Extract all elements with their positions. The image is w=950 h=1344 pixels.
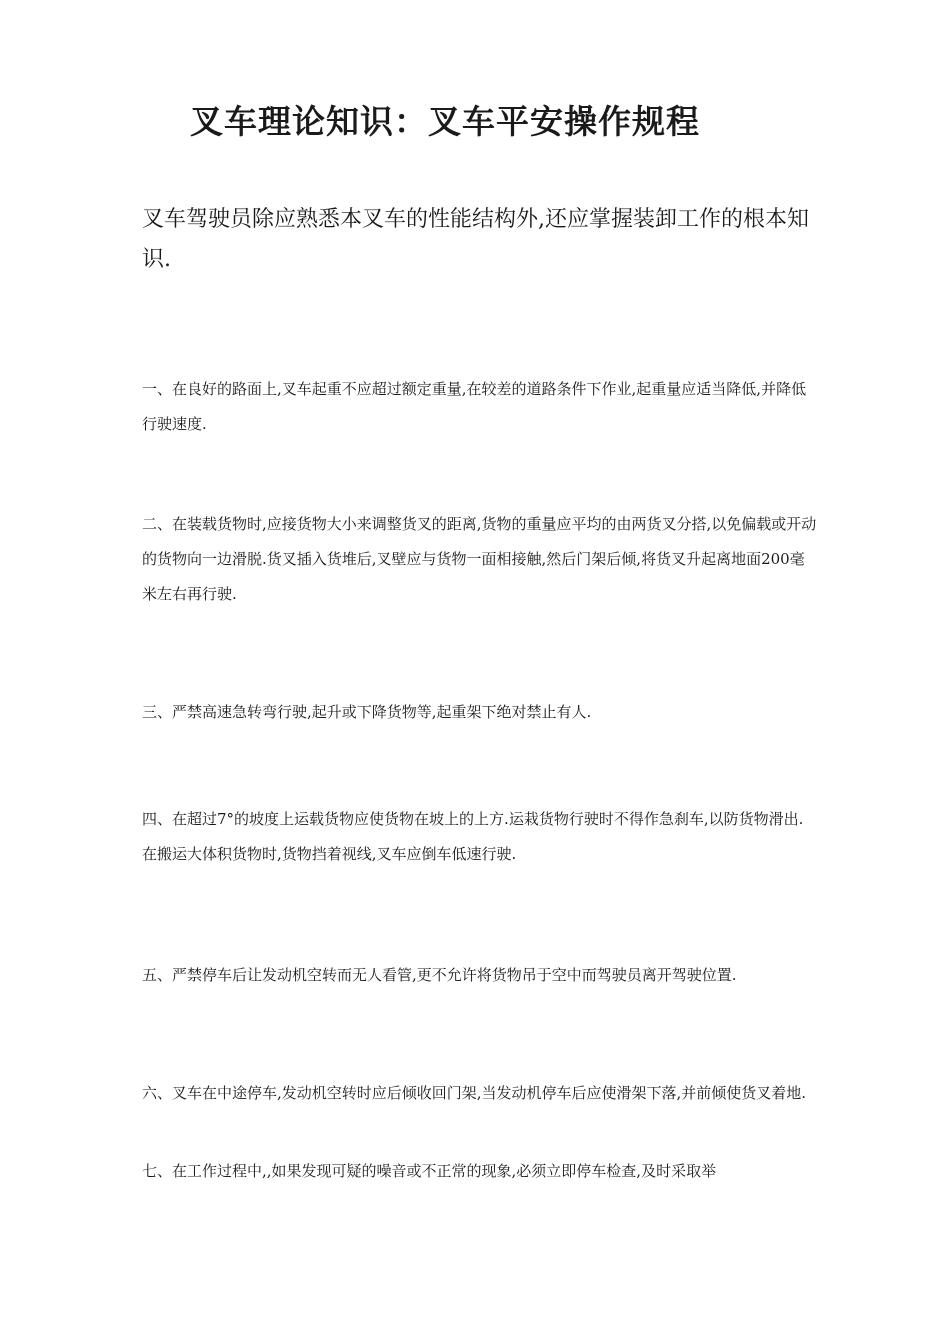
rule-paragraph-7: 七、在工作过程中,,如果发现可疑的噪音或不正常的现象,必须立即停车检查,及时采取举 — [142, 1162, 717, 1180]
rule-paragraph-3: 三、严禁高速急转弯行驶,起升或下降货物等,起重架下绝对禁止有人. — [142, 703, 592, 721]
document-title: 叉车理论知识：叉车平安操作规程 — [190, 102, 700, 141]
rule-paragraph-1: 一、在良好的路面上,叉车起重不应超过额定重量,在较差的道路条件下作业,起重量应适当降低,并降低行驶速度. — [142, 380, 807, 433]
rule-paragraph-5: 五、严禁停车后让发动机空转而无人看管,更不允许将货物吊于空中而驾驶员离开驾驶位置. — [142, 966, 737, 984]
rule-paragraph-2: 二、在装载货物时,应接货物大小来调整货叉的距离,货物的重量应平均的由两货叉分搭,以免偏载或开动的货物向一边滑脱.货叉插入货堆后,叉壁应与货物一面相接触,然后门架后倾,将货叉升起离地面200毫米左右再行驶. — [142, 515, 817, 603]
rule-paragraph-6: 六、叉车在中途停车,发动机空转时应后倾收回门架,当发动机停车后应使滑架下落,并前倾使货叉着地. — [142, 1084, 807, 1102]
intro-paragraph: 叉车驾驶员除应熟悉本叉车的性能结构外,还应掌握装卸工作的根本知识. — [142, 207, 809, 272]
rule-paragraph-4: 四、在超过7°的坡度上运载货物应使货物在坡上的上方.运栽货物行驶时不得作急刹车,以防货物滑出.在搬运大体积货物时,货物挡着视线,叉车应倒车低速行驶. — [142, 810, 804, 863]
